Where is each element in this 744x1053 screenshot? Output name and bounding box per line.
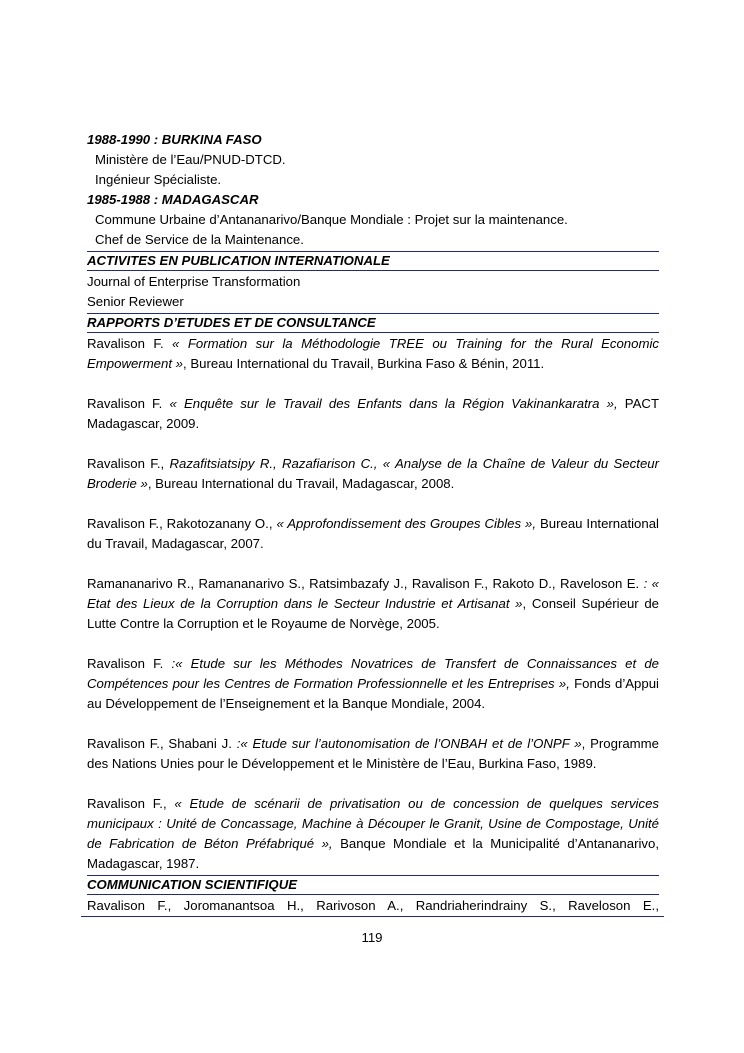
- publication-line: Senior Reviewer: [87, 294, 184, 309]
- page-number: 119: [361, 930, 383, 945]
- report-source: Fonds d’Appui au Développement de l’Enseignement et la Banque Mondiale, 2004.: [87, 676, 659, 711]
- experience-line: Ministère de l’Eau/PNUD-DTCD.: [95, 152, 286, 167]
- report-authors: Ravalison F.,: [87, 796, 175, 811]
- experience-heading-burkina: 1988-1990 : BURKINA FASO: [87, 132, 262, 147]
- report-authors: Ravalison F.: [87, 656, 172, 671]
- communication-line: Ravalison F., Joromanantsoa H., Rarivoson A., Randriaherindrainy S., Raveloson E.,: [87, 898, 659, 913]
- report-entry: [87, 334, 659, 374]
- experience-line: Chef de Service de la Maintenance.: [95, 232, 304, 247]
- report-title: :« Etude sur les Méthodes Novatrices de Transfert de Connaissances et de Compétences pour les Centres de Formation Professionnelle et les Entreprises »,: [87, 656, 659, 691]
- report-entry: [87, 394, 659, 434]
- section-title-communication: COMMUNICATION SCIENTIFIQUE: [87, 875, 659, 895]
- report-source: PACT Madagascar, 2009.: [87, 396, 660, 431]
- report-source: , Bureau International du Travail, Madagascar, 2008.: [147, 476, 455, 491]
- section-title-publication: ACTIVITES EN PUBLICATION INTERNATIONALE: [87, 251, 659, 271]
- report-title: Razafitsiatsipy R., Razafiarison C., « Analyse de la Chaîne de Valeur du Secteur Broderie »: [87, 456, 660, 491]
- report-title: « Enquête sur le Travail des Enfants dans la Région Vakinankaratra »,: [169, 396, 618, 411]
- experience-line: Commune Urbaine d’Antananarivo/Banque Mondiale : Projet sur la maintenance.: [95, 212, 568, 227]
- report-entry: [87, 654, 659, 714]
- report-title: « Etude de scénarii de privatisation ou de concession de quelques services municipaux : Unité de Concassage, Machine à Découper le Granit, Usine de Compostage, Unité de Fabrication de Béton Préfabriqué »,: [87, 796, 659, 851]
- report-entry: [87, 514, 659, 554]
- report-source: , Programme des Nations Unies pour le Développement et le Ministère de l’Eau, Burkina Faso, 1989.: [87, 736, 659, 771]
- report-source: Bureau International du Travail, Madagascar, 2007.: [87, 516, 659, 551]
- report-title: « Approfondissement des Groupes Cibles »,: [276, 516, 537, 531]
- report-entry: [87, 794, 659, 874]
- report-title: :« Etude sur l’autonomisation de l’ONBAH et de l’ONPF »: [236, 736, 582, 751]
- report-authors: Ravalison F.: [87, 336, 173, 351]
- report-title: « Formation sur la Méthodologie TREE ou Training for the Rural Economic Empowerment »: [87, 336, 659, 371]
- report-source: Banque Mondiale et la Municipalité d’Antananarivo, Madagascar, 1987.: [87, 836, 659, 871]
- report-authors: Ravalison F., Rakotozanany O.,: [87, 516, 277, 531]
- report-entry: [87, 454, 659, 494]
- report-title: : « Etat des Lieux de la Corruption dans le Secteur Industrie et Artisanat »: [87, 576, 659, 611]
- report-source: , Bureau International du Travail, Burkina Faso & Bénin, 2011.: [183, 356, 545, 371]
- report-authors: Ravalison F.: [87, 396, 170, 411]
- report-authors: Ravalison F., Shabani J.: [87, 736, 237, 751]
- report-entry: [87, 574, 659, 634]
- section-title-rapports: RAPPORTS D’ETUDES ET DE CONSULTANCE: [87, 313, 659, 333]
- page-content: [87, 130, 659, 916]
- bottom-divider: [81, 916, 664, 917]
- experience-line: Ingénieur Spécialiste.: [95, 172, 222, 187]
- report-authors: Ravalison F.,: [87, 456, 170, 471]
- publication-line: Journal of Enterprise Transformation: [87, 274, 301, 289]
- experience-heading-madagascar: 1985-1988 : MADAGASCAR: [87, 192, 259, 207]
- report-entry: [87, 734, 659, 774]
- report-source: , Conseil Supérieur de Lutte Contre la Corruption et le Royaume de Norvège, 2005.: [87, 596, 660, 631]
- report-authors: Ramananarivo R., Ramananarivo S., Ratsimbazafy J., Ravalison F., Rakoto D., Raveloson E.: [87, 576, 644, 591]
